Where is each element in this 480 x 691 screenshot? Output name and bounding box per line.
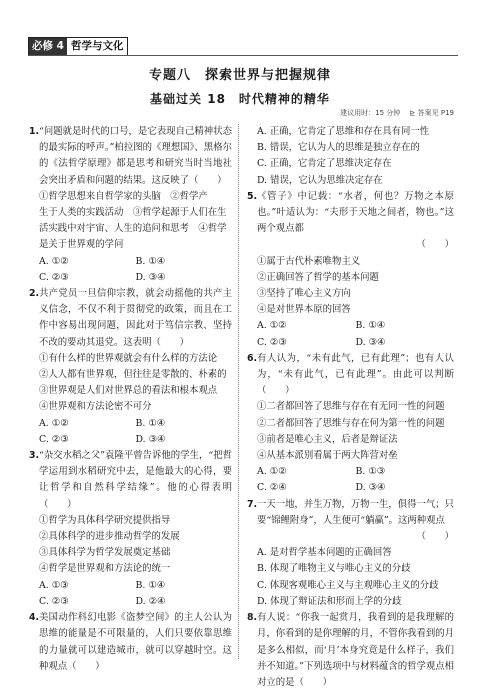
answer-bracket[interactable]: （ ） [416, 239, 454, 251]
question-number: 1. [29, 126, 40, 137]
option-c[interactable]: C. ②③ [39, 271, 69, 283]
option-c[interactable]: C. 体现客观唯心主义与主观唯心主义的分歧 [257, 579, 439, 591]
option-b[interactable]: B. ①③ [355, 466, 386, 478]
statement-line: ①哲学思想来自哲学家的头脑 ②哲学产 [39, 190, 208, 202]
answer-hint: 答案见 P19 [417, 109, 454, 117]
option-d[interactable]: D. ③④ [135, 271, 166, 283]
option-a[interactable]: A. ①② [39, 255, 69, 267]
tag-prefix: 必修 4 [29, 38, 67, 55]
answer-bracket[interactable]: （ ） [39, 498, 77, 510]
option-c[interactable]: C. ②④ [257, 482, 287, 494]
question-number: 4. [29, 612, 40, 624]
answer-options [30, 254, 232, 286]
statement-4: ④哲学是世界观和方法论的统一 [39, 563, 171, 575]
statement-3: ③具体科学为哲学发展奠定基础 [39, 547, 171, 559]
question-stem: 一天一地，并生万物，万物一生，俱得一气；只要“锦鲤附身”，人生便可“躺赢”。这两种观点 [257, 498, 454, 526]
statement-2: ②二者都回答了思维与存在何为第一性的问题 [257, 417, 445, 429]
option-a[interactable]: A. ①② [257, 320, 287, 332]
option-a[interactable]: A. ①② [257, 466, 287, 478]
time-hint: 建议用时：15 分钟 [340, 109, 401, 117]
answer-options [30, 578, 232, 610]
question-number: 6. [247, 352, 258, 364]
answer-options [248, 318, 454, 350]
answer-bracket[interactable]: （ ） [416, 531, 454, 543]
time-and-answer-hint [340, 108, 454, 118]
option-c[interactable]: C. ②③ [39, 595, 69, 607]
tag-title: 哲学与文化 [70, 40, 124, 52]
statement-4: ④从基本派别看属于两大阵营对垒 [257, 450, 398, 462]
statement-1: ①属于古代朴素唯物主义 [257, 255, 361, 267]
statement-4: ④世界观和方法论密不可分 [39, 401, 152, 413]
statement-line: 活实践中对宇宙、人生的追问和思考 ④哲学 [39, 223, 227, 235]
statement-line: 生于人类的实践活动 ③哲学起源于人们在生 [39, 207, 227, 219]
option-a[interactable]: A. ①③ [39, 579, 69, 591]
statement-3: ③坚持了唯心主义方向 [257, 288, 351, 300]
option-d[interactable]: D. ②④ [135, 595, 166, 607]
question-7 [248, 497, 454, 610]
option-a[interactable]: A. ①② [39, 417, 69, 429]
answer-bracket[interactable]: （ ） [294, 676, 333, 688]
statement-2: ②人人都有世界观，但往往是零散的、朴素的 [39, 369, 227, 381]
answer-bracket[interactable]: （ ） [67, 660, 105, 672]
question-1 [30, 124, 232, 286]
statement-1: ①二者都回答了思维与存在有无同一性的问题 [257, 401, 445, 413]
answer-bracket[interactable]: （ ） [257, 385, 295, 397]
option-a[interactable]: A. 是对哲学基本问题的正确回答 [257, 547, 392, 559]
option-b[interactable]: B. 错误，它认为人的思维是独立存在的 [257, 142, 420, 154]
statement-line: 是关于世界观的学问 [39, 239, 124, 251]
option-d[interactable]: D. 错误，它认为思维决定存在 [257, 174, 383, 186]
option-b[interactable]: B. ①④ [355, 320, 386, 332]
statement-1: ①哲学为具体科学研究提供指导 [39, 514, 171, 526]
question-8 [248, 610, 454, 691]
question-4-options [248, 124, 454, 189]
question-number: 5. [247, 190, 258, 202]
question-stem: “问题就是时代的口号，是它表现自己精神状态的最实际的呼声。”柏拉图的《理想国》、黑格尔的《法哲学原理》都是思考和研究当时当地社会突出矛盾和问题的结果。这反映了（ ） [39, 126, 232, 186]
option-a[interactable]: A. 正确，它肯定了思维和存在具有同一性 [257, 126, 430, 137]
section-tag [28, 37, 128, 56]
question-stem: 共产党员一旦信仰宗教，就会动摇他的共产主义信念，不仅不利于贯彻党的政策，而且在工作中容易出现问题，因此对于笃信宗教、坚持不改的要动其退党。这表明（ ） [39, 288, 232, 348]
option-b[interactable]: B. ①④ [135, 579, 166, 591]
left-column [30, 124, 232, 675]
question-stem: 有人说：“你我一起赏月，我看到的是我理解的月，你看到的是你理解的月，不管你我看到的月是多么相似，而‘月’本身究竟是什么样子，我们并不知道。”下列选项中与材料蕴含的哲学观点相对立的是（ ） [257, 612, 454, 688]
question-stem: 《管子》中记载：“水者，何也？万物之本原也。”叶适认为：“夫形于天地之间者，物也。”这两个观点都 [257, 190, 454, 235]
option-d[interactable]: D. ③④ [135, 433, 166, 445]
option-d[interactable]: D. ③④ [355, 336, 386, 348]
option-c[interactable]: C. ②③ [257, 336, 287, 348]
option-c[interactable]: C. 正确，它肯定了思维决定存在 [257, 158, 392, 170]
question-6 [248, 351, 454, 497]
option-d[interactable]: D. ③④ [355, 482, 386, 494]
question-5 [248, 189, 454, 351]
answer-bracket[interactable]: （ ） [151, 336, 190, 348]
statement-2: ②具体科学的进步推动哲学的发展 [39, 531, 180, 543]
option-b[interactable]: B. ①④ [135, 417, 166, 429]
question-number: 2. [29, 288, 40, 300]
question-number: 7. [247, 498, 258, 510]
question-number: 8. [247, 612, 258, 624]
question-stem: 有人认为，“未有此气，已有此理”；也有人认为，“未有此气，已有此理”。由此可以判断（ ） [257, 352, 454, 397]
question-number: 3. [29, 450, 40, 462]
statement-2: ②正确回答了哲学的基本问题 [257, 271, 379, 283]
option-b[interactable]: B. 体现了唯物主义与唯心主义的分歧 [257, 563, 411, 575]
answer-options [30, 416, 232, 448]
answer-options [248, 464, 454, 496]
option-b[interactable]: B. ①④ [135, 255, 166, 267]
statement-3: ③世界观是人们对世界总的看法和根本观点 [39, 385, 218, 397]
option-d[interactable]: D. 体现了辩证法和形而上学的分歧 [257, 595, 402, 607]
column-divider [238, 124, 239, 659]
question-4 [30, 610, 232, 675]
question-stem: “杂交水稻之父”袁隆平曾告诉他的学生，“把哲学运用到水稻研究中去，是他最大的心得，要让哲学和自然科学结缘”。他的心得表明（ ） [39, 450, 232, 510]
question-3 [30, 448, 232, 610]
statement-4: ④是对世界本原的回答 [257, 304, 351, 316]
answer-hint-icon: ⊵ [402, 109, 416, 117]
question-stem: 美国动作科幻电影《盗梦空间》的主人公认为思维的能量是不可限量的，人们只要依靠思维的力量就可以建造城市，就可以穿越时空。这种观点（ ） [39, 612, 232, 672]
question-2 [30, 286, 232, 448]
option-c[interactable]: C. ②③ [39, 433, 69, 445]
answer-bracket[interactable]: （ ） [189, 174, 227, 186]
header-rule [28, 55, 458, 56]
statement-1: ①有什么样的世界观就会有什么样的方法论 [39, 352, 218, 364]
lesson-title: 基础过关 18 时代精神的精华 [150, 92, 330, 106]
topic-title: 专题八 探索世界与把握规律 [148, 68, 331, 83]
statement-3: ③前者是唯心主义，后者是辩证法 [257, 433, 398, 445]
right-column [248, 124, 454, 691]
